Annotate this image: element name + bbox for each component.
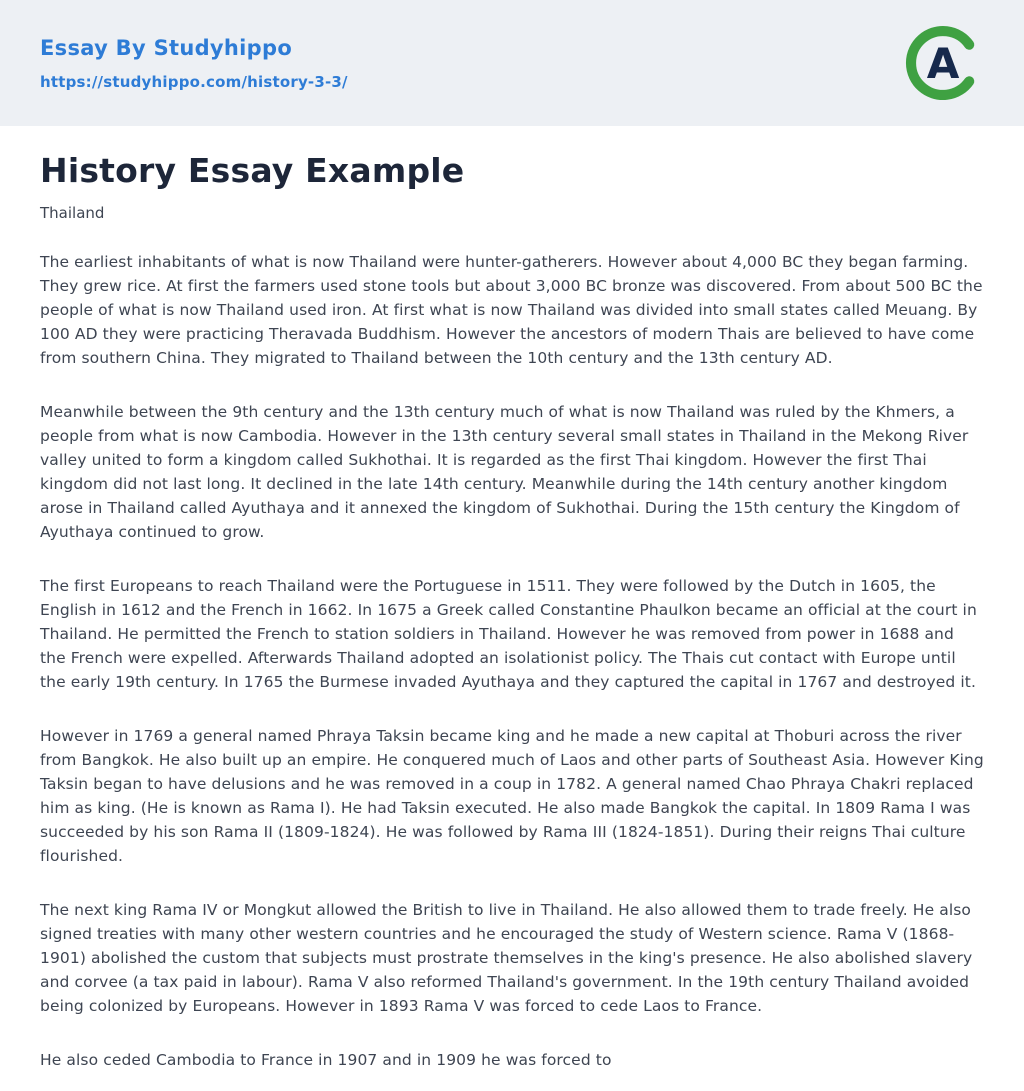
essay-paragraph-4: However in 1769 a general named Phraya Taksin became king and he made a new capital at Thoburi across the river from Bangkok. He also built up an empire. He conquered much of Laos and other parts of Southeast Asia. However King Taksin began to have delusions and he was removed in a coup in 1782. A general named Chao Phraya Chakri replaced him as king. (He is known as Rama I). He had Taksin executed. He also made Bangkok the capital. In 1809 Rama I was succeeded by his son Rama II (1809-1824). He was followed by Rama III (1824-1851). During their reigns Thai culture flourished. xyxy=(40,727,984,865)
essay-subtitle: Thailand xyxy=(40,204,105,222)
essay-title: History Essay Example xyxy=(40,151,465,190)
logo-letter: A xyxy=(926,38,960,88)
essay-paragraph-6: He also ceded Cambodia to France in 1907 and in 1909 he was forced to xyxy=(40,1051,612,1069)
essay-paragraph-3: The first Europeans to reach Thailand were the Portuguese in 1511. They were followed by the Dutch in 1605, the English in 1612 and the French in 1662. In 1675 a Greek called Constantine Phaulkon became an official at the court in Thailand. He permitted the French to station soldiers in Thailand. However he was removed from power in 1688 and the French were expelled. Afterwards Thailand adopted an isolationist policy. The Thais cut contact with Europe until the early 19th century. In 1765 the Burmese invaded Ayuthaya and they captured the capital in 1767 and destroyed it. xyxy=(40,577,977,691)
page-header xyxy=(0,0,1024,126)
site-title-link[interactable]: Essay By Studyhippo xyxy=(40,35,293,60)
essay-content xyxy=(0,126,1024,1072)
studyhippo-logo xyxy=(904,24,982,102)
essay-paragraph-1: The earliest inhabitants of what is now Thailand were hunter-gatherers. However about 4,000 BC they began farming. They grew rice. At first the farmers used stone tools but about 3,000 BC bronze was discovered. From about 500 BC the people of what is now Thailand used iron. At first what is now Thailand was divided into small states called Meuang. By 100 AD they were practicing Theravada Buddhism. However the ancestors of modern Thais are believed to have come from southern China. They migrated to Thailand between the 10th century and the 13th century AD. xyxy=(40,253,983,367)
studyhippo-logo-icon xyxy=(904,24,982,102)
essay-url-link[interactable]: https://studyhippo.com/history-3-3/ xyxy=(40,72,348,91)
essay-paragraph-5: The next king Rama IV or Mongkut allowed the British to live in Thailand. He also allowed them to trade freely. He also signed treaties with many other western countries and he encouraged the study of Western science. Rama V (1868-1901) abolished the custom that subjects must prostrate themselves in the king's presence. He also abolished slavery and corvee (a tax paid in labour). Rama V also reformed Thailand's government. In the 19th century Thailand avoided being colonized by Europeans. However in 1893 Rama V was forced to cede Laos to France. xyxy=(40,901,973,1015)
essay-paragraph-2: Meanwhile between the 9th century and the 13th century much of what is now Thailand was ruled by the Khmers, a people from what is now Cambodia. However in the 13th century several small states in Thailand in the Mekong River valley united to form a kingdom called Sukhothai. It is regarded as the first Thai kingdom. However the first Thai kingdom did not last long. It declined in the late 14th century. Meanwhile during the 14th century another kingdom arose in Thailand called Ayuthaya and it annexed the kingdom of Sukhothai. During the 15th century the Kingdom of Ayuthaya continued to grow. xyxy=(40,403,969,541)
header-text-block xyxy=(40,36,348,91)
